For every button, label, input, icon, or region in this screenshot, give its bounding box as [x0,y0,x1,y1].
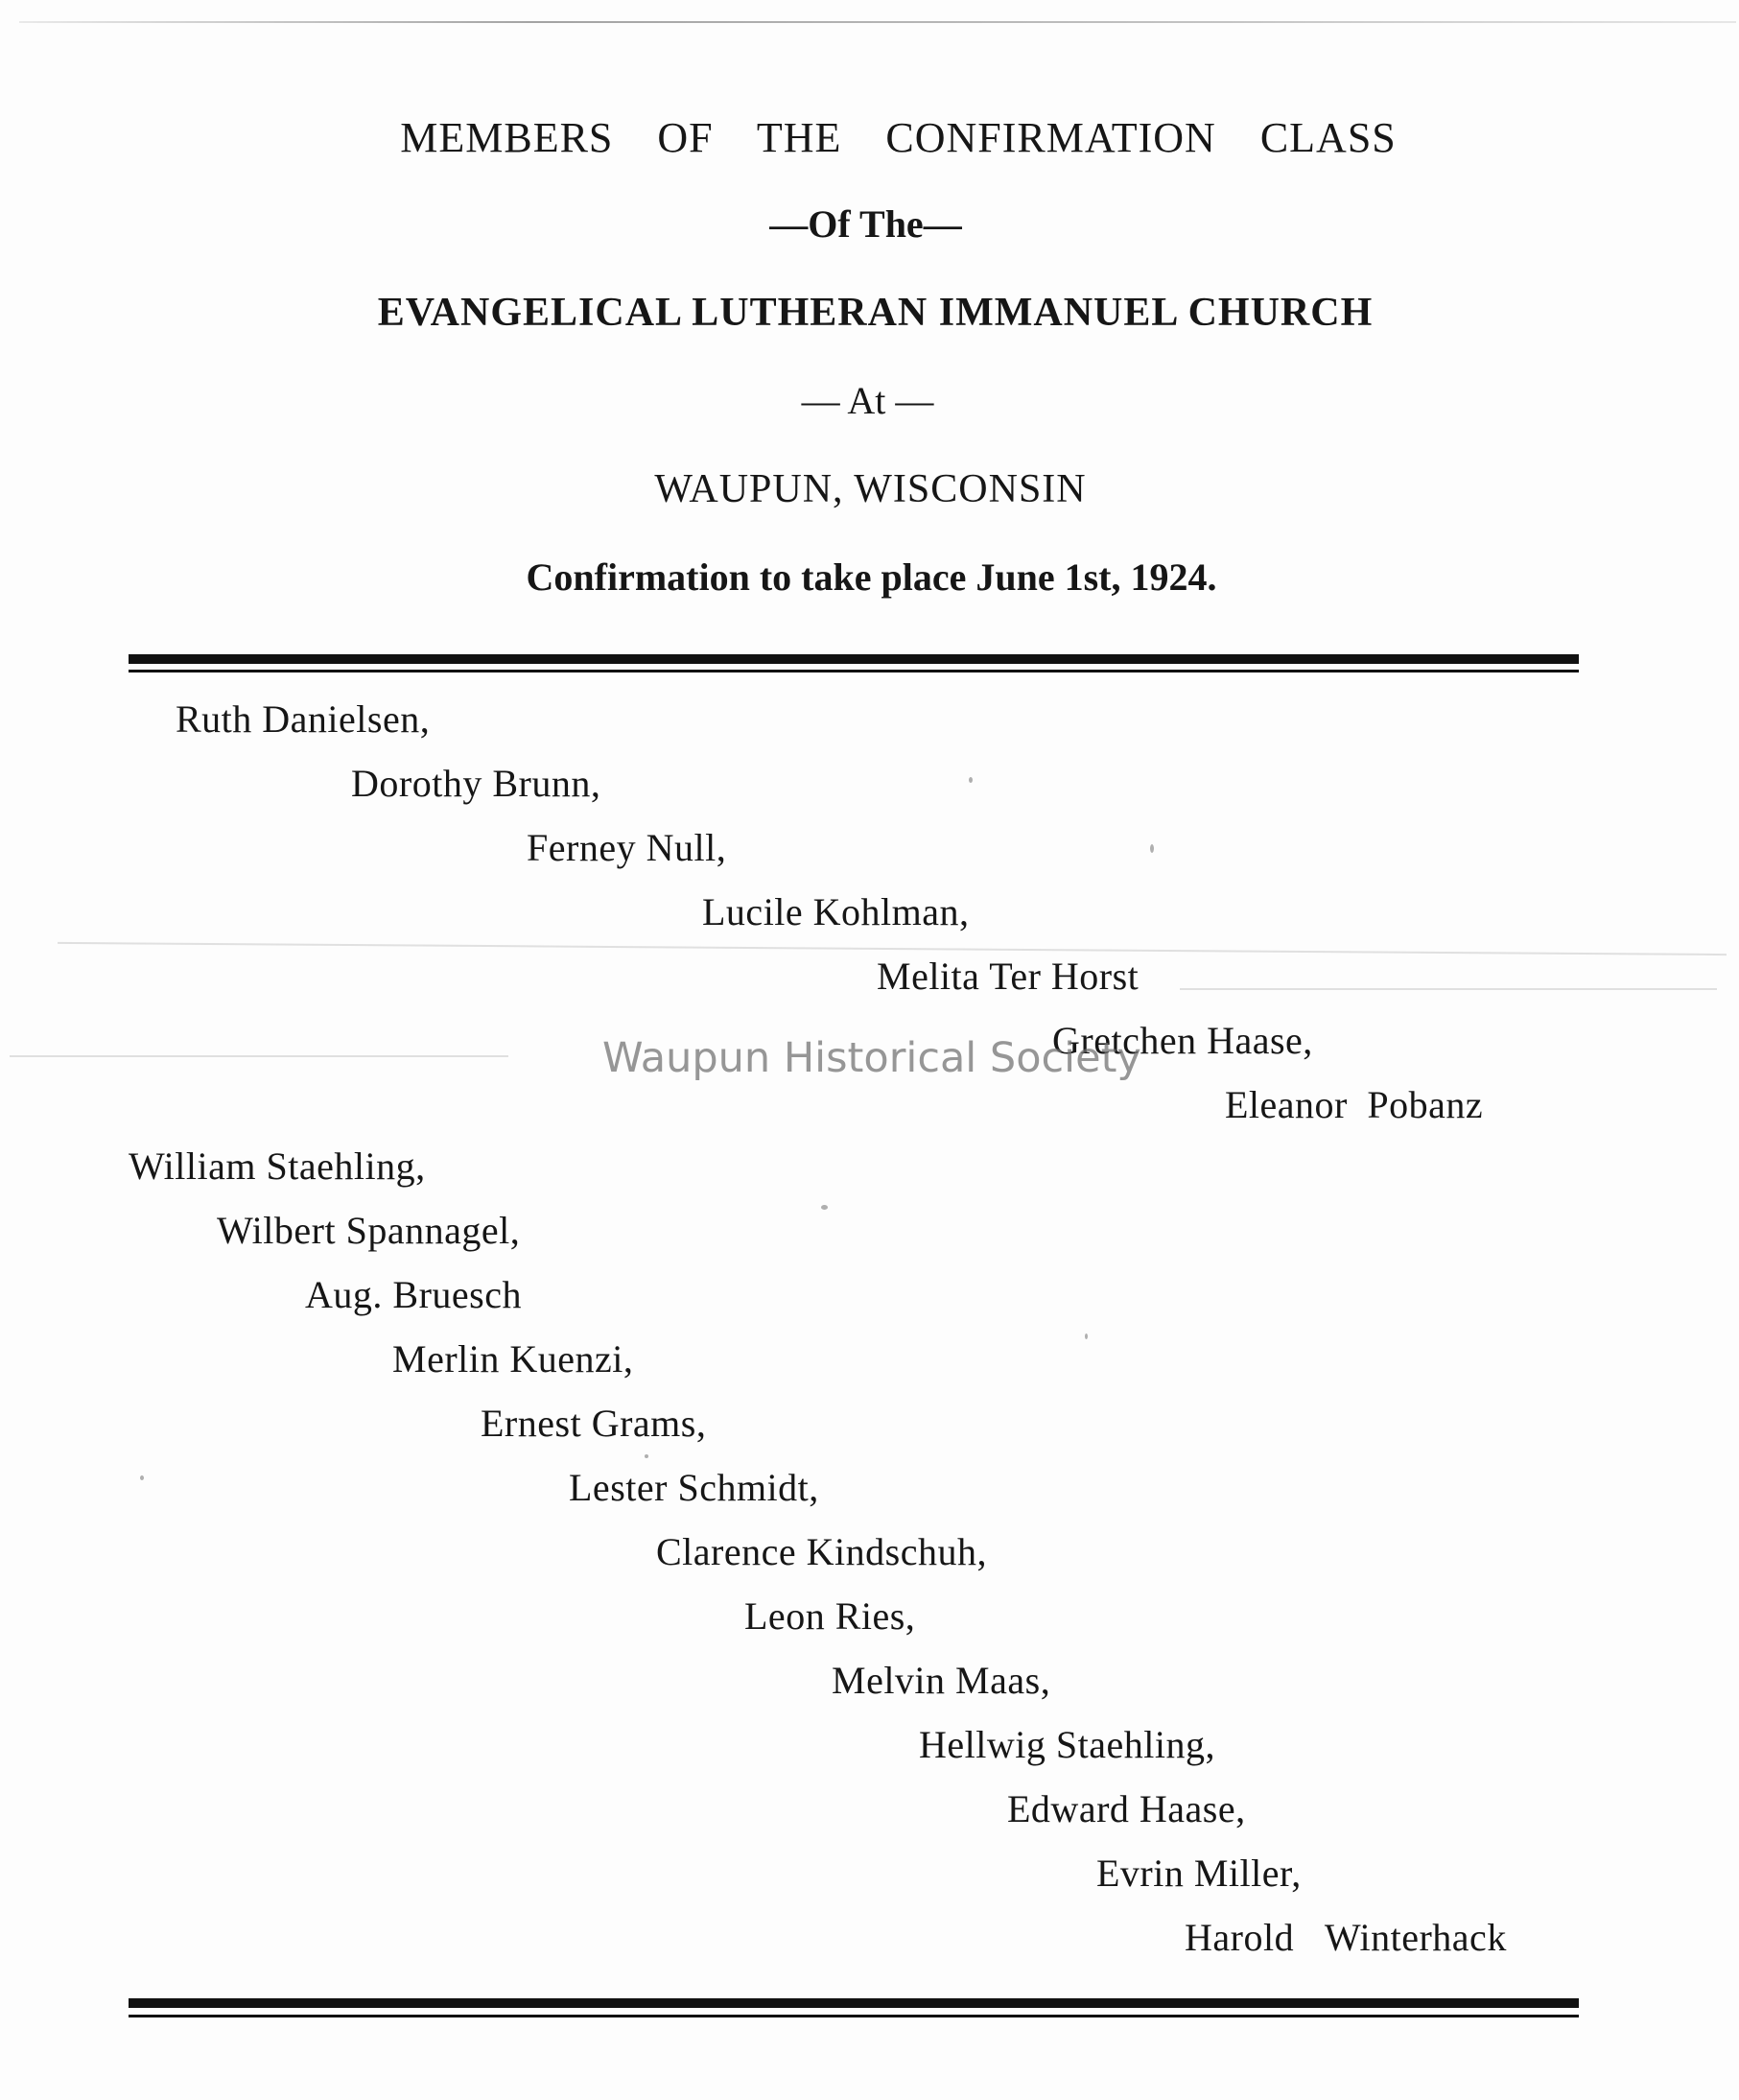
member-name: Hellwig Staehling, [919,1723,1215,1766]
member-name: Clarence Kindschuh, [656,1530,987,1573]
member-name: Lester Schmidt, [569,1466,819,1509]
member-name: Ruth Danielsen, [176,697,431,741]
member-name: Melita Ter Horst [877,955,1140,998]
paper-speck [140,1475,144,1480]
paper-speck [821,1205,828,1210]
heading-of-the: —Of The— [769,202,962,246]
member-name: Eleanor Pobanz [1225,1083,1484,1126]
member-name: William Staehling, [129,1144,426,1188]
member-name: Aug. Bruesch [305,1273,522,1316]
paper-speck [1150,844,1154,853]
watermark: Waupun Historical Society [602,1034,1141,1082]
member-name: Ferney Null, [527,826,727,869]
paper-crease [10,1055,508,1057]
paper-crease [1180,988,1717,990]
member-name: Melvin Maas, [832,1659,1051,1702]
member-name: Dorothy Brunn, [351,762,601,805]
member-name: Edward Haase, [1007,1787,1246,1830]
heading-at: — At — [801,379,934,422]
paper-speck [645,1454,648,1458]
document-title: MEMBERS OF THE CONFIRMATION CLASS [400,114,1397,161]
member-name: Gretchen Haase, [1052,1019,1313,1062]
church-name: EVANGELICAL LUTHERAN IMMANUEL CHURCH [377,291,1374,335]
paper-top-edge [19,21,1736,23]
member-name: Lucile Kohlman, [702,890,970,933]
member-name: Wilbert Spannagel, [217,1209,521,1252]
divider-rule-bottom-thin [129,2015,1579,2017]
confirmation-date: Confirmation to take place June 1st, 1924. [526,555,1217,599]
divider-rule-top [129,654,1579,664]
member-name: Evrin Miller, [1096,1852,1302,1895]
city-name: WAUPUN, WISCONSIN [654,467,1087,511]
paper-speck [969,777,973,783]
member-name: Harold Winterhack [1185,1916,1507,1959]
divider-rule-top-thin [129,670,1579,672]
member-name: Merlin Kuenzi, [392,1337,634,1380]
member-name: Leon Ries, [744,1594,916,1638]
member-name: Ernest Grams, [481,1402,707,1445]
paper-speck [1085,1333,1088,1339]
divider-rule-bottom [129,1998,1579,2008]
